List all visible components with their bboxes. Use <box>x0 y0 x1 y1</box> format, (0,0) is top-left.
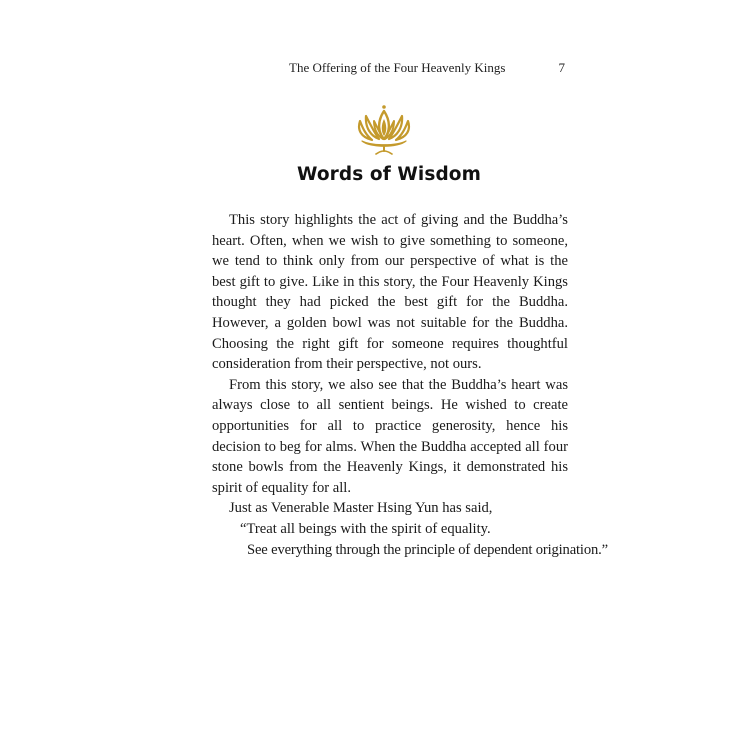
paragraph: This story highlights the act of giving and the Buddha’s heart. Often, when we wish to give something to someone, we tend to think only from our perspective of what is the best gift to give. Like in this story, the Four Heavenly Kings thought they had picked the best gift for the Buddha. However, a golden bowl was not suitable for the Buddha. Choosing the right gift for someone requires thoughtful consideration from their perspective, not ours. <box>212 212 568 373</box>
body-text <box>212 210 608 560</box>
paragraph: From this story, we also see that the Buddha’s heart was always close to all sentient beings. He wished to create opportunities for all to practice generosity, hence his decision to beg for alms. When the Buddha accepted all four stone bowls from the Heavenly Kings, it demonstrated his spirit of equality for all. <box>212 376 568 496</box>
quote-line: See everything through the principle of dependent origination.” <box>247 541 608 558</box>
section-title: Words of Wisdom <box>297 164 481 185</box>
paragraph: Just as Venerable Master Hsing Yun has said, <box>229 500 493 517</box>
quote-line: “Treat all beings with the spirit of equality. <box>240 520 491 537</box>
running-header <box>210 60 568 78</box>
lotus-icon <box>354 104 414 156</box>
running-header-title: The Offering of the Four Heavenly Kings <box>289 60 506 75</box>
page-number: 7 <box>558 60 565 75</box>
